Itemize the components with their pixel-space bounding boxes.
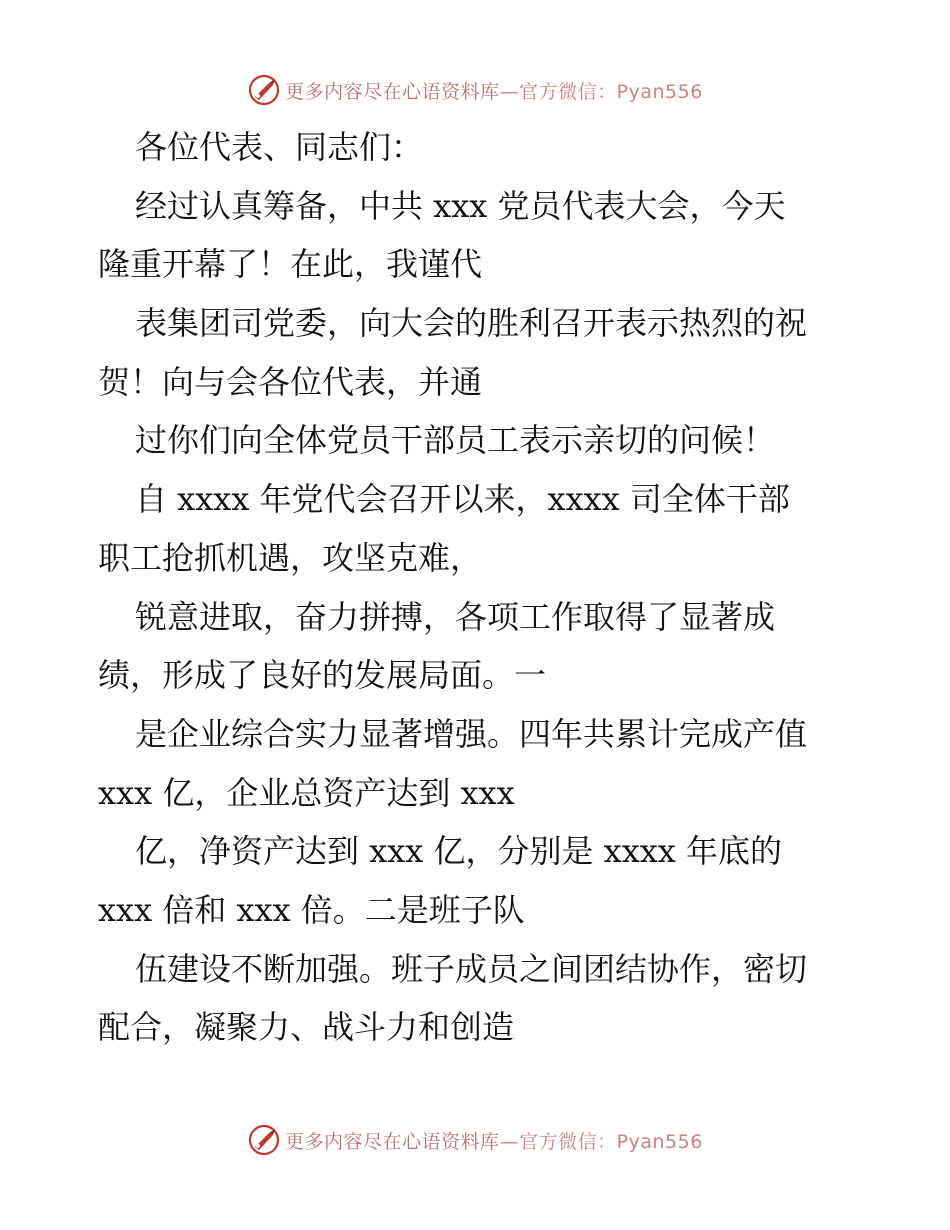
footer-banner	[0, 1120, 950, 1160]
banner-main-text: 更多内容尽在心语资料库	[285, 80, 500, 103]
text-line: 过你们向全体党员干部员工表示亲切的问候！	[135, 421, 776, 460]
text-line: 经过认真筹备，中共 xxx 党员代表大会，今天	[135, 186, 786, 225]
text-line: 隆重开幕了！在此，我谨代	[98, 245, 483, 284]
text-line: xxx 亿，企业总资产达到 xxx	[98, 773, 515, 812]
text-line: 配合，凝聚力、战斗力和创造	[98, 1008, 515, 1047]
text-line: 是企业综合实力显著增强。四年共累计完成产值	[135, 714, 808, 753]
text-line: 职工抢抓机遇，攻坚克难，	[98, 538, 483, 577]
banner-main-text: 更多内容尽在心语资料库	[285, 1130, 500, 1153]
text-line: 各位代表、同志们：	[135, 128, 424, 166]
banner-wechat-text: —官方微信：Pyan556	[499, 80, 703, 103]
header-banner	[0, 70, 950, 110]
text-line: 表集团司党委，向大会的胜利召开表示热烈的祝	[135, 304, 808, 343]
text-line: 贺！向与会各位代表，并通	[98, 362, 483, 401]
document-body	[98, 118, 858, 1057]
text-line: 自 xxxx 年党代会召开以来，xxxx 司全体干部	[135, 480, 790, 519]
text-line: 绩，形成了良好的发展局面。一	[98, 656, 547, 695]
text-line: xxx 倍和 xxx 倍。二是班子队	[98, 890, 525, 929]
pen-logo-icon	[247, 1123, 281, 1157]
text-line: 亿，净资产达到 xxx 亿，分别是 xxxx 年底的	[135, 832, 783, 871]
text-line: 伍建设不断加强。班子成员之间团结协作，密切	[135, 949, 808, 988]
banner-wechat-text: —官方微信：Pyan556	[499, 1130, 703, 1153]
text-line: 锐意进取，奋力拼搏，各项工作取得了显著成	[135, 597, 776, 636]
pen-logo-icon	[247, 73, 281, 107]
